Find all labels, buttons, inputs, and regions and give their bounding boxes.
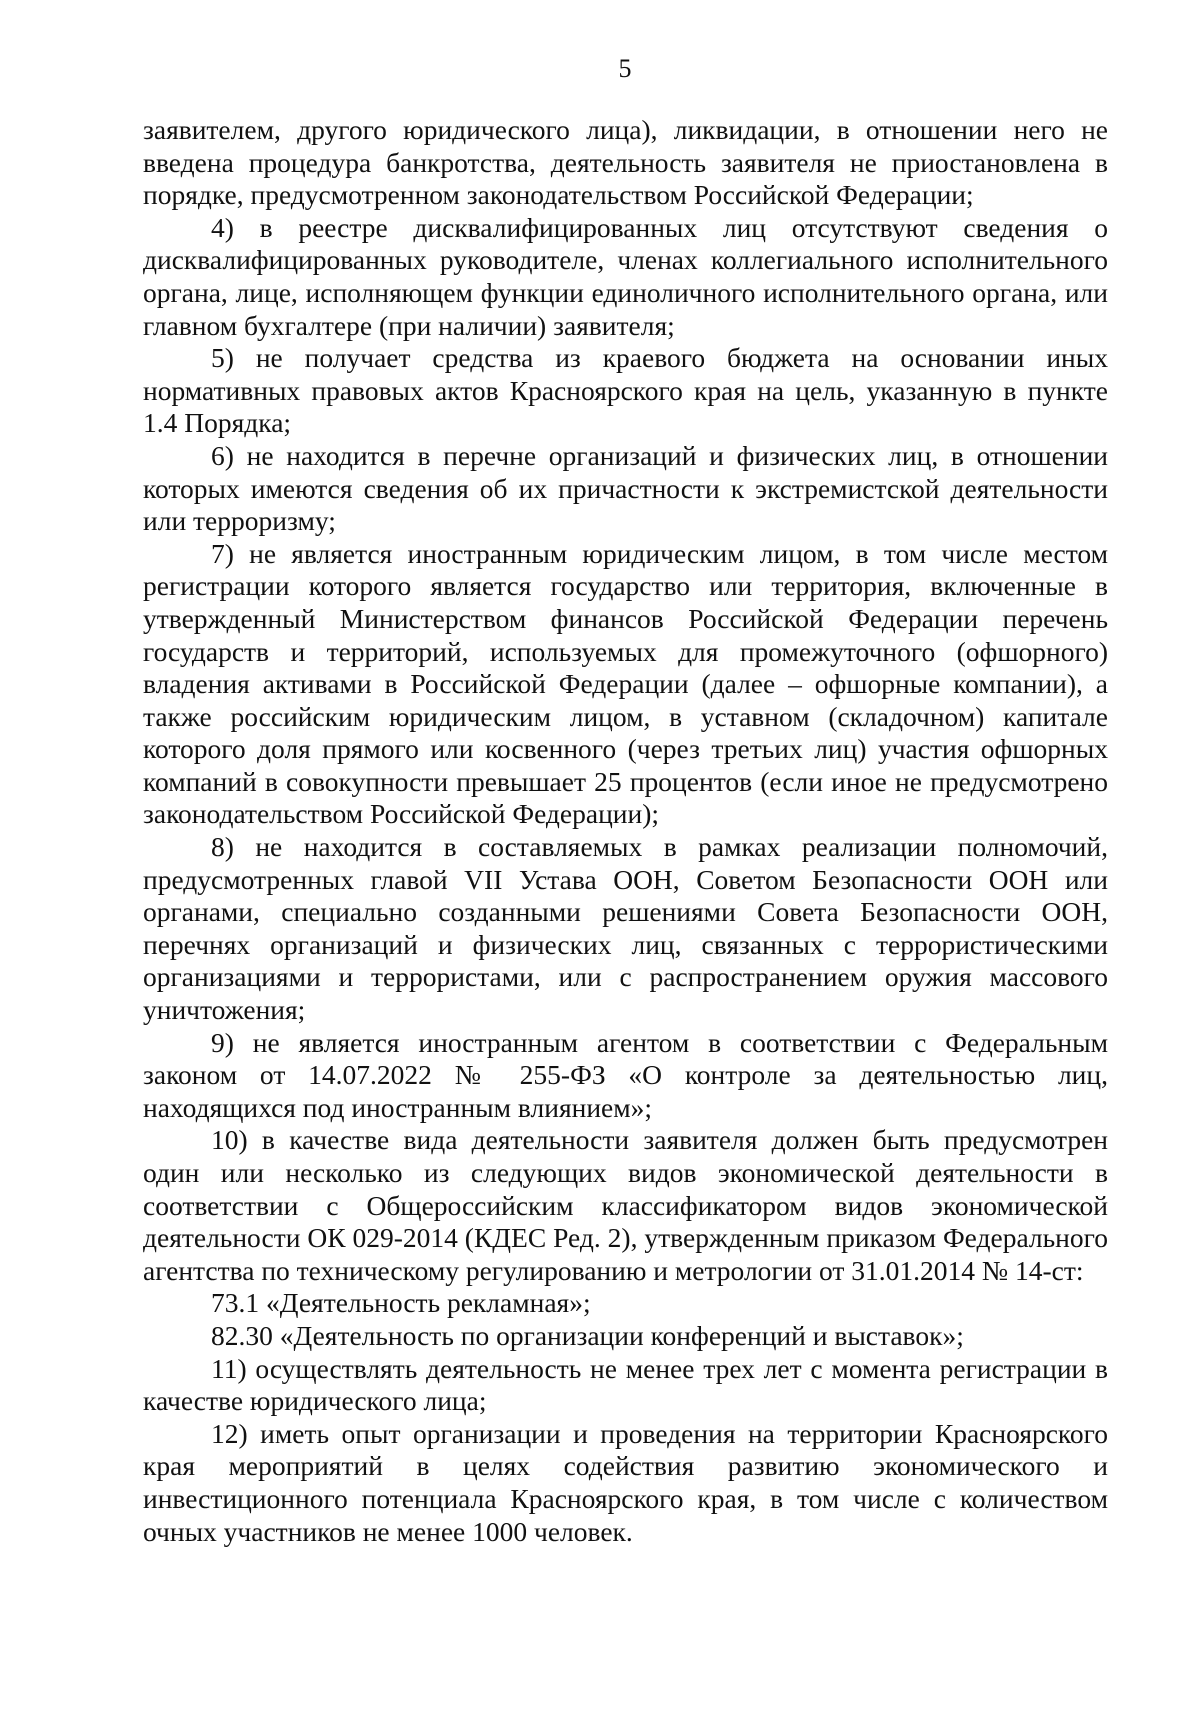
paragraph-okved-82-30: 82.30 «Деятельность по организации конференций и выставок»; (211, 1319, 964, 1351)
paragraph-continuation: заявителем, другого юридического лица), ликвидации, в отношении него не введена процедура банкротства, деятельность заявителя не приостановлена в порядке, предусмотренном законодательством Российской Федерации; (143, 114, 1108, 211)
paragraph-item-8: 8) не находится в составляемых в рамках реализации полномочий, предусмотренных главой VII Устава ООН, Советом Безопасности ООН или органами, специально созданными решениями Совета Безопасности ООН, перечнях организаций и физических лиц, связанных с террористическими организациями и террористами, или с распространением оружия массового уничтожения; (143, 831, 1108, 1026)
paragraph-item-5: 5) не получает средства из краевого бюджета на основании иных нормативных правовых актов Красноярского края на цель, указанную в пункте 1.4 Порядка; (143, 342, 1108, 439)
paragraph-item-4: 4) в реестре дисквалифицированных лиц отсутствуют сведения о дисквалифицированных руководителе, членах коллегиального исполнительного органа, лице, исполняющем функции единоличного исполнительного органа, или главном бухгалтере (при наличии) заявителя; (143, 211, 1108, 341)
document-body (143, 114, 1108, 1548)
paragraph-item-11: 11) осуществлять деятельность не менее трех лет с момента регистрации в качестве юридического лица; (143, 1352, 1108, 1417)
page-number: 5 (618, 54, 632, 83)
paragraph-item-10: 10) в качестве вида деятельности заявителя должен быть предусмотрен один или несколько из следующих видов экономической деятельности в соответствии с Общероссийским классификатором видов экономической деятельности ОК 029-2014 (КДЕС Ред. 2), утвержденным приказом Федерального агентства по техническому регулированию и метрологии от 31.01.2014 № 14-ст: (143, 1124, 1108, 1286)
paragraph-item-6: 6) не находится в перечне организаций и физических лиц, в отношении которых имеются сведения об их причастности к экстремистской деятельности или терроризму; (143, 439, 1108, 537)
paragraph-item-9: 9) не является иностранным агентом в соответствии с Федеральным законом от 14.07.2022 № 255-ФЗ «О контроле за деятельностью лиц, находящихся под иностранным влиянием»; (143, 1026, 1108, 1123)
paragraph-okved-73-1: 73.1 «Деятельность рекламная»; (211, 1287, 591, 1319)
paragraph-item-7: 7) не является иностранным юридическим лицом, в том числе местом регистрации которого является государство или территория, включенные в утвержденный Министерством финансов Российской Федерации перечень государств и территорий, используемых для промежуточного (офшорного) владения активами в Российской Федерации (далее – офшорные компании), а также российским юридическим лицом, в уставном (складочном) капитале которого доля прямого или косвенного (через третьих лиц) участия офшорных компаний в совокупности превышает 25 процентов (если иное не предусмотрено законодательством Российской Федерации); (143, 537, 1108, 830)
paragraph-item-12: 12) иметь опыт организации и проведения на территории Красноярского края мероприятий в целях содействия развитию экономического и инвестиционного потенциала Красноярского края, в том числе с количеством очных участников не менее 1000 человек. (143, 1417, 1108, 1547)
